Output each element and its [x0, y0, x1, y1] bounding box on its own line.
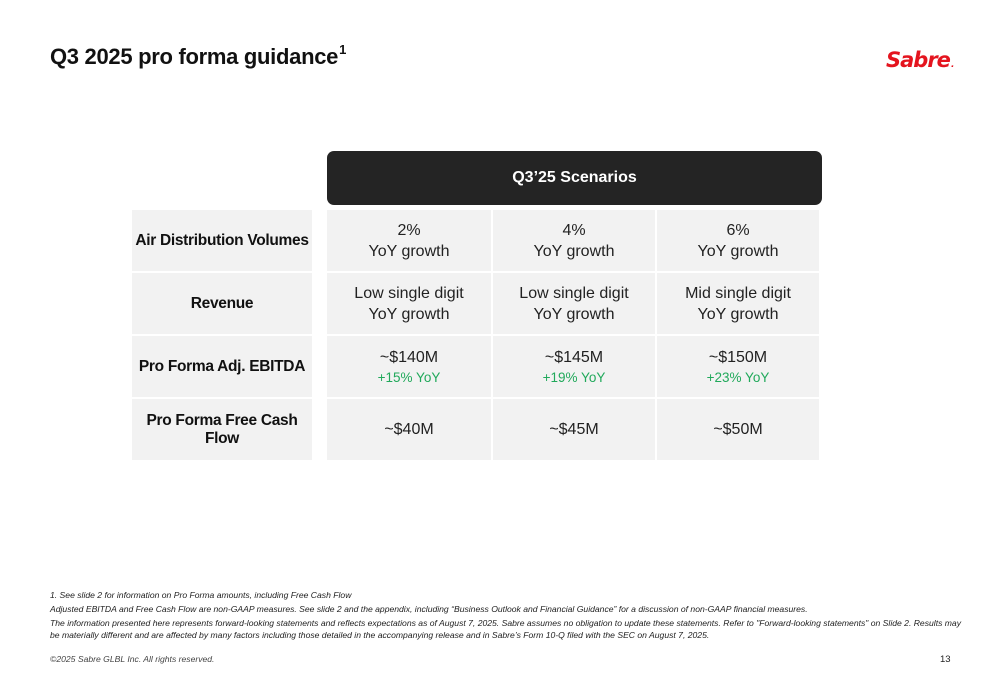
cell-value: ~$150M [708, 348, 768, 366]
page-title [50, 44, 346, 70]
cell-value: ~$140M [379, 348, 439, 366]
table-cell [491, 273, 655, 334]
sabre-logo [886, 48, 953, 72]
table-cell [327, 273, 491, 334]
table-cell [655, 210, 819, 271]
yoy-growth-label: +19% YoY [542, 369, 606, 385]
cell-subvalue: YoY growth [368, 242, 450, 260]
cell-subvalue: YoY growth [697, 305, 779, 323]
footnote-1: 1. See slide 2 for information on Pro Forma amounts, including Free Cash Flow [50, 590, 352, 600]
cell-value: 4% [562, 221, 586, 239]
cell-value: ~$145M [544, 348, 604, 366]
column-gap [312, 210, 327, 271]
table-cell [655, 273, 819, 334]
guidance-table [132, 210, 822, 460]
logo-text: Sabre [886, 48, 950, 72]
table-cell [491, 399, 655, 460]
cell-value: ~$50M [713, 421, 763, 438]
table-cell [327, 210, 491, 271]
row-label-text: Air Distribution Volumes [135, 231, 309, 249]
table-cell [327, 336, 491, 397]
page-number: 13 [940, 654, 951, 665]
yoy-growth-label: +15% YoY [377, 369, 441, 385]
table-cell [491, 336, 655, 397]
row-label-free-cash-flow [132, 399, 312, 460]
table-cell [491, 210, 655, 271]
cell-value: 6% [726, 221, 750, 239]
table-cell [655, 399, 819, 460]
cell-value: Low single digit [519, 284, 629, 302]
page-title-text: Q3 2025 pro forma guidance [50, 44, 339, 69]
column-gap [312, 273, 327, 334]
yoy-growth-label: +23% YoY [706, 369, 770, 385]
cell-subvalue: YoY growth [368, 305, 450, 323]
row-label-revenue [132, 273, 312, 334]
copyright: ©2025 Sabre GLBL Inc. All rights reserved. [50, 654, 215, 664]
row-label-text: Pro Forma Adj. EBITDA [138, 357, 306, 375]
cell-subvalue: YoY growth [533, 305, 615, 323]
table-cell [327, 399, 491, 460]
logo-mark: . [950, 60, 954, 70]
cell-value: ~$45M [549, 421, 599, 438]
cell-value: 2% [397, 221, 421, 239]
column-gap [312, 399, 327, 460]
row-label-adj-ebitda [132, 336, 312, 397]
table-cell [655, 336, 819, 397]
title-footnote-marker: 1 [339, 42, 347, 57]
footnote-non-gaap: Adjusted EBITDA and Free Cash Flow are non-GAAP measures. See slide 2 and the appendix, including “Business Outlook and Financial Guidance” for a discussion of non-GAAP financial measures. [50, 604, 808, 614]
row-label-text: Revenue [190, 294, 254, 312]
column-gap [312, 336, 327, 397]
cell-value: ~$40M [384, 421, 434, 438]
cell-value: Mid single digit [685, 284, 791, 302]
footnotes [50, 589, 965, 643]
footnote-forward-looking: The information presented here represents forward-looking statements and reflects expectations as of August 7, 2025. Sabre assumes no obligation to update these statements. Refer to "Forward-looking statements" on Slide 2. Results may be materially different and are affected by many factors including those detailed in the accompanying release and in Sabre’s Form 10-Q filed with the SEC on August 7, 2025. [50, 618, 962, 640]
row-label-text: Pro Forma Free Cash Flow [146, 411, 298, 447]
scenarios-header: Q3’25 Scenarios [327, 151, 822, 205]
row-label-air-distribution [132, 210, 312, 271]
cell-subvalue: YoY growth [697, 242, 779, 260]
cell-value: Low single digit [354, 284, 464, 302]
cell-subvalue: YoY growth [533, 242, 615, 260]
